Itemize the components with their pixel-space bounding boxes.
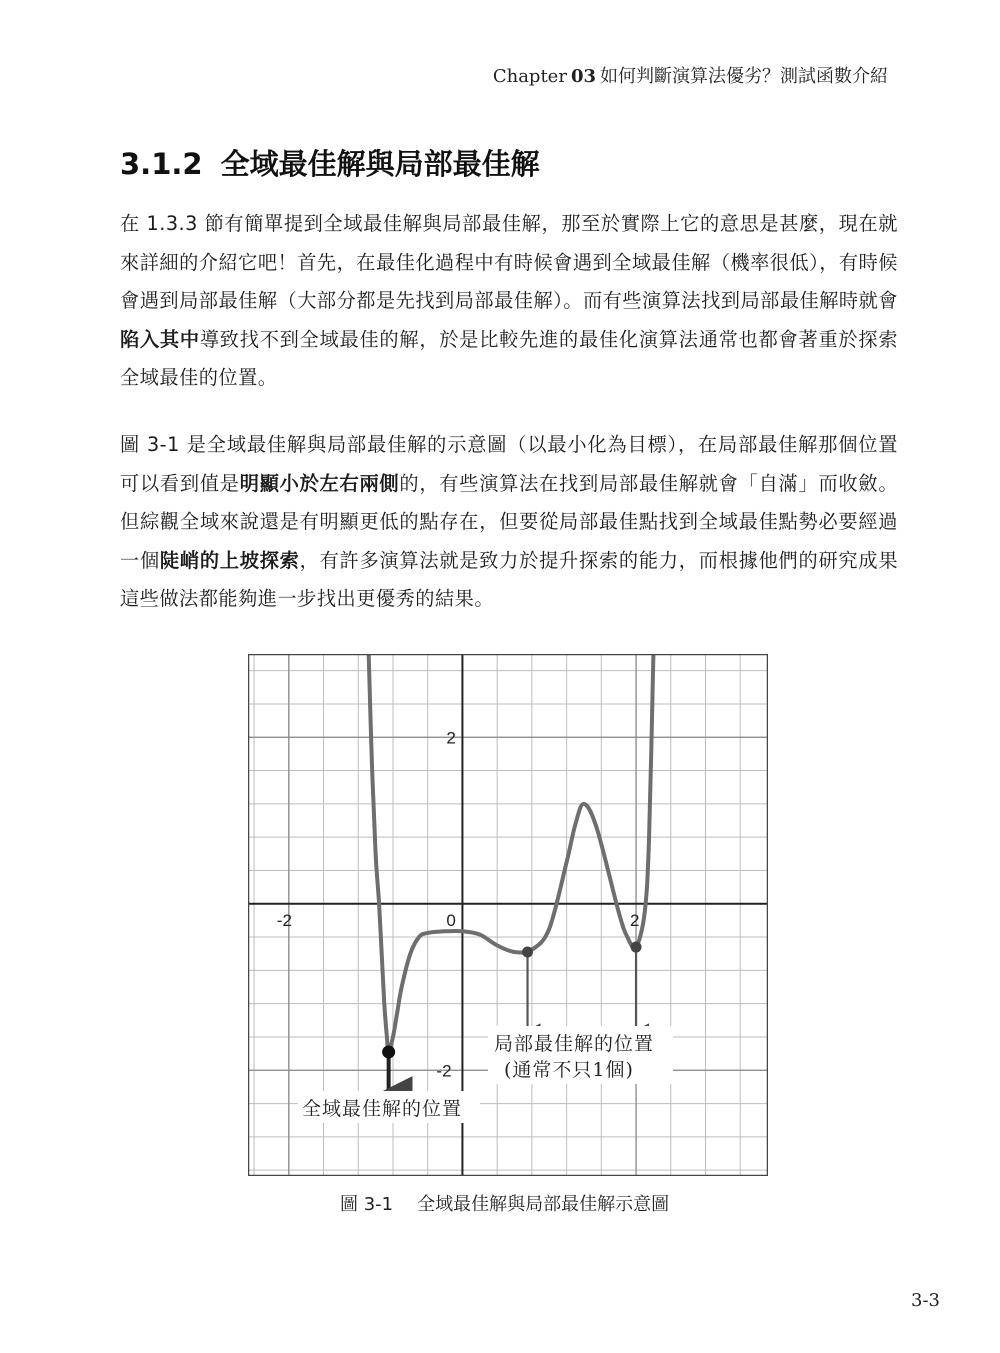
chapter-word: Chapter xyxy=(492,66,567,87)
section-number: 3.1.2 xyxy=(120,147,203,181)
x-tick-label-neg2: -2 xyxy=(276,910,292,930)
local-optimum-annotation: 局部最佳解的位置 xyxy=(494,1033,655,1055)
paragraph-2-bold-b: 明顯小於左右兩側 xyxy=(239,471,400,495)
chapter-title: 如何判斷演算法優劣？測試函數介紹 xyxy=(600,66,888,87)
function-plot xyxy=(248,654,768,1176)
paragraph-2 xyxy=(120,426,898,619)
figure-caption-label: 圖 3-1 xyxy=(340,1194,394,1215)
local-optimum-annotation-note: (通常不只1個) xyxy=(504,1059,634,1081)
figure-caption-text: 全域最佳解與局部最佳解示意圖 xyxy=(417,1194,670,1215)
paragraph-2-bold-d: 陡峭的上坡探索 xyxy=(159,548,300,572)
section-title xyxy=(120,142,540,183)
paragraph-1-text-c: 導致找不到全域最佳的解，於是比較先進的最佳化演算法通常也都會著重於探索全域最佳的位置。 xyxy=(120,327,899,389)
y-tick-label-pos2: 2 xyxy=(446,728,456,748)
paragraph-1-text-a: 在 1.3.3 節有簡單提到全域最佳解與局部最佳解，那至於實際上它的意思是甚麼，現在就來詳細的介紹它吧！首先，在最佳化過程中有時候會遇到全域最佳解（機率很低），有時候會遇到局部最佳解（大部分都是先找到局部最佳解）。而有些演算法找到局部最佳解時就會 xyxy=(120,212,898,312)
paragraph-2-text-a: 圖 3-1 是全域最佳解與局部最佳解的示意圖（以最小化為目標），在局部最佳解那個位置可以看到值是 xyxy=(120,433,898,495)
global-optimum-point xyxy=(382,1045,395,1058)
figure-3-1 xyxy=(248,654,768,1176)
chapter-number: 03 xyxy=(570,66,596,87)
local-optimum-point xyxy=(522,947,533,958)
y-tick-label-neg2: -2 xyxy=(436,1061,452,1081)
running-header xyxy=(493,62,888,88)
section-heading: 全域最佳解與局部最佳解 xyxy=(220,147,540,181)
x-tick-label-pos2: 2 xyxy=(630,910,640,930)
global-optimum-annotation: 全域最佳解的位置 xyxy=(302,1098,463,1120)
paragraph-1-bold-a: 陷入其中 xyxy=(120,327,200,351)
paragraph-2-text-e: ，有許多演算法就是致力於提升探索的能力，而根據他們的研究成果這些做法都能夠進一步找出更優秀的結果。 xyxy=(120,548,899,610)
paragraph-2-text-c: 的，有些演算法在找到局部最佳解就會「自滿」而收斂。但綜觀全域來說還是有明顯更低的點存在，但要從局部最佳點找到全域最佳點勢必要經過一個 xyxy=(120,471,899,572)
x-tick-label-zero: 0 xyxy=(446,910,456,930)
paragraph-1 xyxy=(120,205,898,398)
local-optimum-point xyxy=(631,942,642,953)
page-number: 3-3 xyxy=(911,1290,940,1311)
figure-caption xyxy=(340,1190,669,1216)
function-curve xyxy=(369,654,654,1052)
